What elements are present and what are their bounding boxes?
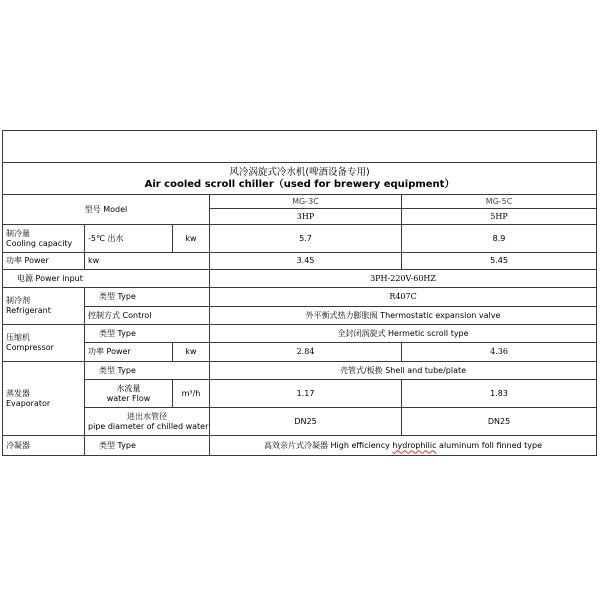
condenser-type-en-3: aluminum foll finned type <box>436 440 543 450</box>
evaporator-flow-a: 1.17 <box>210 380 402 408</box>
evaporator-type-row <box>3 362 597 380</box>
compressor-label-cn: 压缩机 <box>6 333 30 342</box>
evaporator-flow-b: 1.83 <box>402 380 597 408</box>
refrigerant-label-cn: 制冷剂 <box>6 296 30 305</box>
condenser-type-cn: 高效亲片式冷凝器 <box>263 440 328 450</box>
model-row <box>3 195 597 209</box>
power-input-row <box>3 270 597 288</box>
model-a: MG-3C <box>210 195 402 209</box>
cooling-label <box>3 225 85 253</box>
evaporator-flow-label-en: water Flow <box>106 393 151 403</box>
cooling-label-cn: 制冷量 <box>6 228 30 238</box>
evaporator-type-value: 壳管式/板换 Shell and tube/plate <box>210 362 597 380</box>
blank-row <box>3 131 597 163</box>
cooling-unit: kw <box>173 225 210 253</box>
refrigerant-type-row <box>3 288 597 307</box>
cooling-row <box>3 225 597 253</box>
spec-sheet <box>2 130 596 470</box>
compressor-label-en: Compressor <box>6 343 54 352</box>
condenser-type-label: 类型 Type <box>85 436 210 456</box>
power-input-value: 3PH-220V-60HZ <box>210 270 597 288</box>
compressor-label <box>3 325 85 362</box>
condenser-type-en-2: hydrophilic <box>392 440 437 450</box>
compressor-type-value: 全封闭涡旋式 Hermetic scroll type <box>210 325 597 343</box>
power-label: 功率 Power <box>3 253 85 270</box>
model-label: 型号 Model <box>3 195 210 225</box>
cooling-b: 8.9 <box>402 225 597 253</box>
compressor-type-label: 类型 Type <box>85 325 210 343</box>
refrigerant-type-label: 类型 Type <box>85 288 210 307</box>
condenser-label: 冷凝器 <box>3 436 85 456</box>
title-chinese: 风冷涡旋式冷水机(啤酒设备专用) <box>229 166 370 178</box>
evaporator-pipe-row <box>3 408 597 436</box>
evaporator-pipe-label-cn: 进出水管径 <box>127 411 167 421</box>
refrigerant-control-value: 外平衡式热力膨胀阀 Thermostatic expansion valve <box>210 307 597 325</box>
spec-table <box>2 130 597 456</box>
compressor-power-unit: kw <box>173 343 210 362</box>
refrigerant-type-value: R407C <box>210 288 597 307</box>
evaporator-flow-label <box>85 380 173 408</box>
hp-a: 3HP <box>210 209 402 225</box>
power-a: 3.45 <box>210 253 402 270</box>
compressor-type-row <box>3 325 597 343</box>
cooling-a: 5.7 <box>210 225 402 253</box>
evaporator-pipe-label-en: pipe diameter of chilled water <box>88 421 209 431</box>
compressor-power-row <box>3 343 597 362</box>
evaporator-pipe-b: DN25 <box>402 408 597 436</box>
evaporator-label <box>3 362 85 436</box>
refrigerant-label <box>3 288 85 325</box>
hp-b: 5HP <box>402 209 597 225</box>
refrigerant-control-row <box>3 307 597 325</box>
title-english: Air cooled scroll chiller（used for brewery equipment） <box>144 178 455 190</box>
power-row <box>3 253 597 270</box>
evaporator-flow-row <box>3 380 597 408</box>
evaporator-pipe-label <box>85 408 210 436</box>
evaporator-flow-label-cn: 水流量 <box>116 383 141 393</box>
compressor-power-b: 4.36 <box>402 343 597 362</box>
compressor-power-a: 2.84 <box>210 343 402 362</box>
condenser-type-row <box>3 436 597 456</box>
title-cell <box>3 163 597 195</box>
blank-cell <box>3 131 597 163</box>
evaporator-type-label: 类型 Type <box>85 362 210 380</box>
evaporator-pipe-a: DN25 <box>210 408 402 436</box>
evaporator-flow-unit: m³/h <box>173 380 210 408</box>
refrigerant-label-en: Refrigerant <box>6 306 51 315</box>
cooling-label-en: Cooling capacity <box>6 238 73 248</box>
cooling-condition: -5℃ 出水 <box>85 225 173 253</box>
model-b: MG-5C <box>402 195 597 209</box>
compressor-power-label: 功率 Power <box>85 343 173 362</box>
refrigerant-control-label: 控制方式 Control <box>85 307 210 325</box>
power-input-label: 电源 Power input <box>3 270 210 288</box>
evaporator-label-cn: 蒸发器 <box>6 388 30 398</box>
title-row <box>3 163 597 195</box>
evaporator-label-en: Evaporator <box>6 398 51 408</box>
power-unit: kw <box>85 253 210 270</box>
power-b: 5.45 <box>402 253 597 270</box>
condenser-type-value <box>210 436 597 456</box>
condenser-type-en-1: High efficiency <box>330 440 393 450</box>
